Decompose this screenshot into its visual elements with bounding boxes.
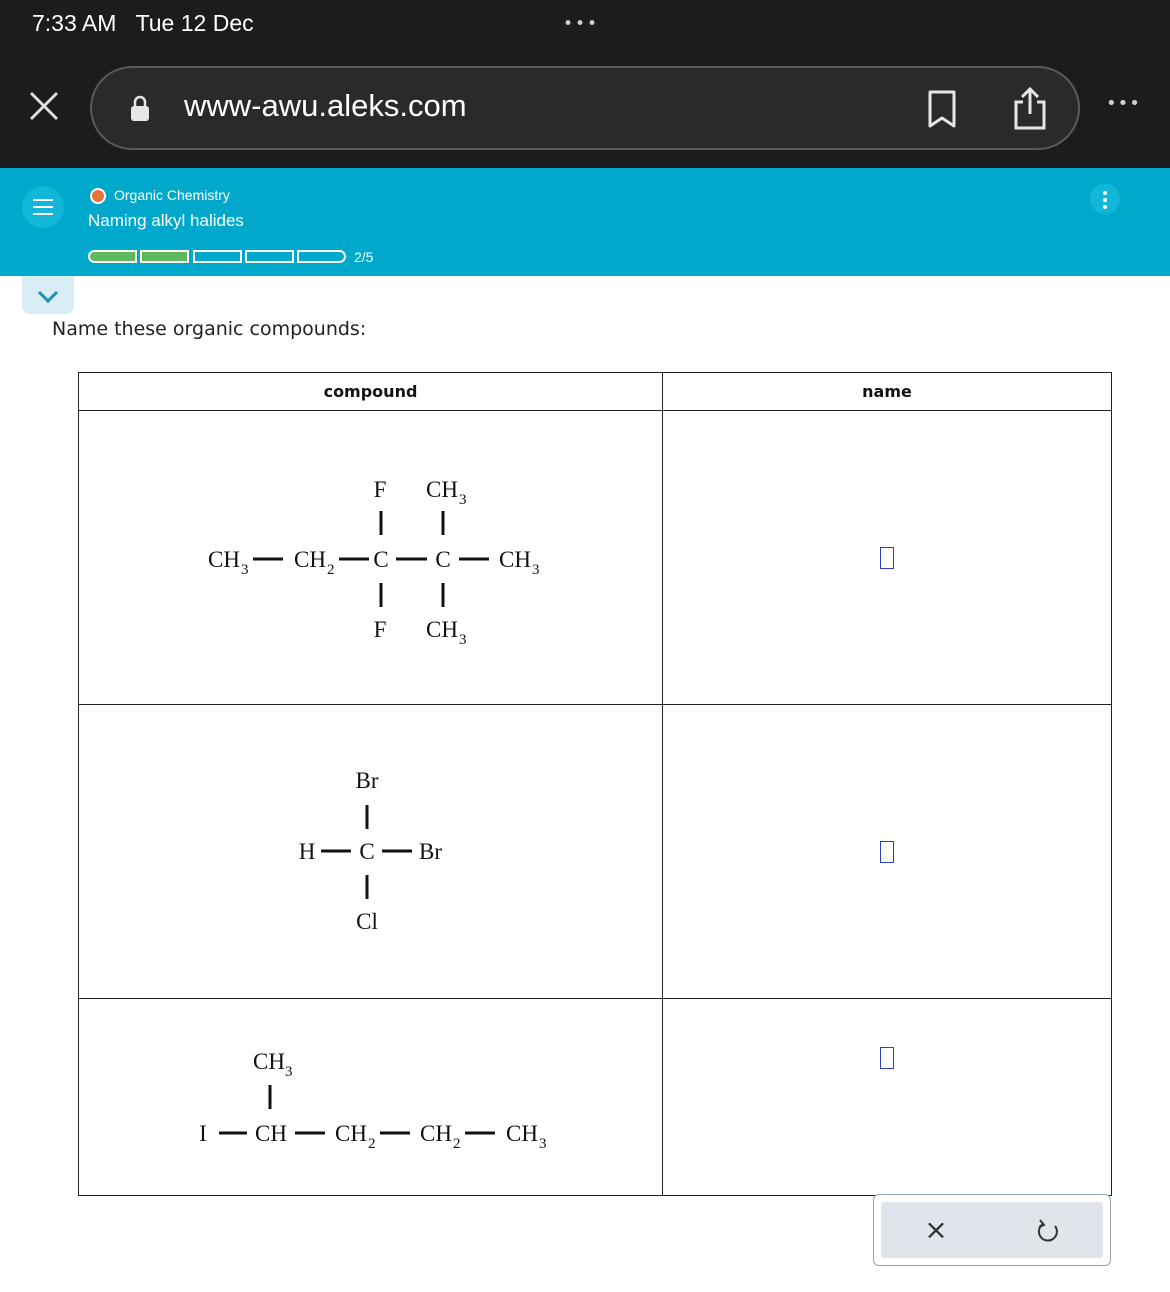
structure-diagram	[79, 999, 663, 1195]
kebab-icon	[1103, 191, 1107, 195]
atom-label: H	[298, 839, 316, 864]
name-column-header: name	[663, 373, 1112, 411]
atom-label: Br	[355, 768, 379, 793]
progress-segment	[245, 250, 294, 263]
compound-column-header: compound	[79, 373, 663, 411]
atom-label: CH	[208, 547, 240, 572]
bookmark-icon[interactable]	[928, 90, 956, 128]
course-title: Organic Chemistry	[114, 187, 230, 203]
menu-icon	[33, 199, 53, 201]
chevron-down-icon	[22, 276, 74, 314]
menu-icon-line	[33, 213, 53, 215]
compound-cell	[79, 999, 663, 1196]
progress-segment	[297, 250, 346, 263]
status-time: 7:33 AM Tue 12 Dec	[32, 10, 254, 36]
question-prompt: Name these organic compounds:	[52, 318, 367, 340]
topic-title: Naming alkyl halides	[88, 211, 244, 230]
browser-more-dots[interactable]: •••	[1106, 93, 1141, 114]
svg-text:2: 2	[327, 562, 335, 578]
structure-diagram	[79, 411, 663, 704]
atom-label: CH	[294, 547, 326, 572]
name-cell[interactable]	[663, 411, 1112, 705]
atom-label: CH	[253, 1049, 285, 1074]
collapse-toggle[interactable]	[22, 276, 74, 314]
svg-text:3: 3	[241, 562, 249, 578]
compounds-table	[78, 372, 1112, 1196]
svg-text:3: 3	[459, 632, 467, 648]
kebab-icon-dot	[1103, 205, 1107, 209]
name-cell[interactable]	[663, 705, 1112, 999]
name-answer-input[interactable]	[880, 841, 894, 863]
svg-text:3: 3	[532, 562, 540, 578]
undo-icon[interactable]	[1036, 1218, 1060, 1244]
progress-label: 2/5	[354, 249, 374, 265]
status-date: Tue 12 Dec	[135, 10, 254, 36]
atom-label: CH	[420, 1121, 452, 1146]
atom-label: CH	[499, 547, 531, 572]
atom-label: I	[199, 1121, 207, 1146]
atom-label: CH	[426, 477, 458, 502]
svg-text:2: 2	[453, 1136, 461, 1152]
atom-label: F	[373, 477, 387, 502]
name-cell[interactable]	[663, 999, 1112, 1196]
compound-cell	[79, 411, 663, 705]
atom-label: Br	[419, 839, 442, 864]
topic-status-dot	[90, 188, 106, 204]
progress-segment	[88, 250, 137, 263]
multitask-dots[interactable]: •••	[563, 14, 600, 34]
atom-label: CH	[335, 1121, 367, 1146]
menu-icon-line	[33, 206, 53, 208]
atom-label: F	[373, 617, 387, 642]
share-icon[interactable]	[1012, 86, 1048, 130]
url-text[interactable]: www-awu.aleks.com	[184, 88, 467, 123]
close-icon[interactable]	[26, 88, 62, 124]
atom-label: C	[359, 839, 375, 864]
kebab-icon-dot	[1103, 198, 1107, 202]
svg-text:3: 3	[539, 1136, 547, 1152]
atom-label: CH	[506, 1121, 538, 1146]
lock-icon	[130, 94, 150, 122]
atom-label: C	[373, 547, 389, 572]
atom-label: Cl	[356, 909, 378, 934]
name-answer-input[interactable]	[880, 1047, 894, 1069]
progress-segment	[193, 250, 242, 263]
svg-text:2: 2	[368, 1136, 376, 1152]
structure-diagram	[79, 705, 663, 998]
action-bar	[881, 1202, 1103, 1258]
atom-label: CH	[426, 617, 458, 642]
svg-text:3: 3	[459, 492, 467, 508]
atom-label: CH	[255, 1121, 287, 1146]
atom-label: C	[435, 547, 451, 572]
compound-cell	[79, 705, 663, 999]
clear-button[interactable]: ×	[924, 1213, 948, 1246]
progress-segment	[140, 250, 189, 263]
svg-text:3: 3	[285, 1064, 293, 1080]
name-answer-input[interactable]	[880, 547, 894, 569]
